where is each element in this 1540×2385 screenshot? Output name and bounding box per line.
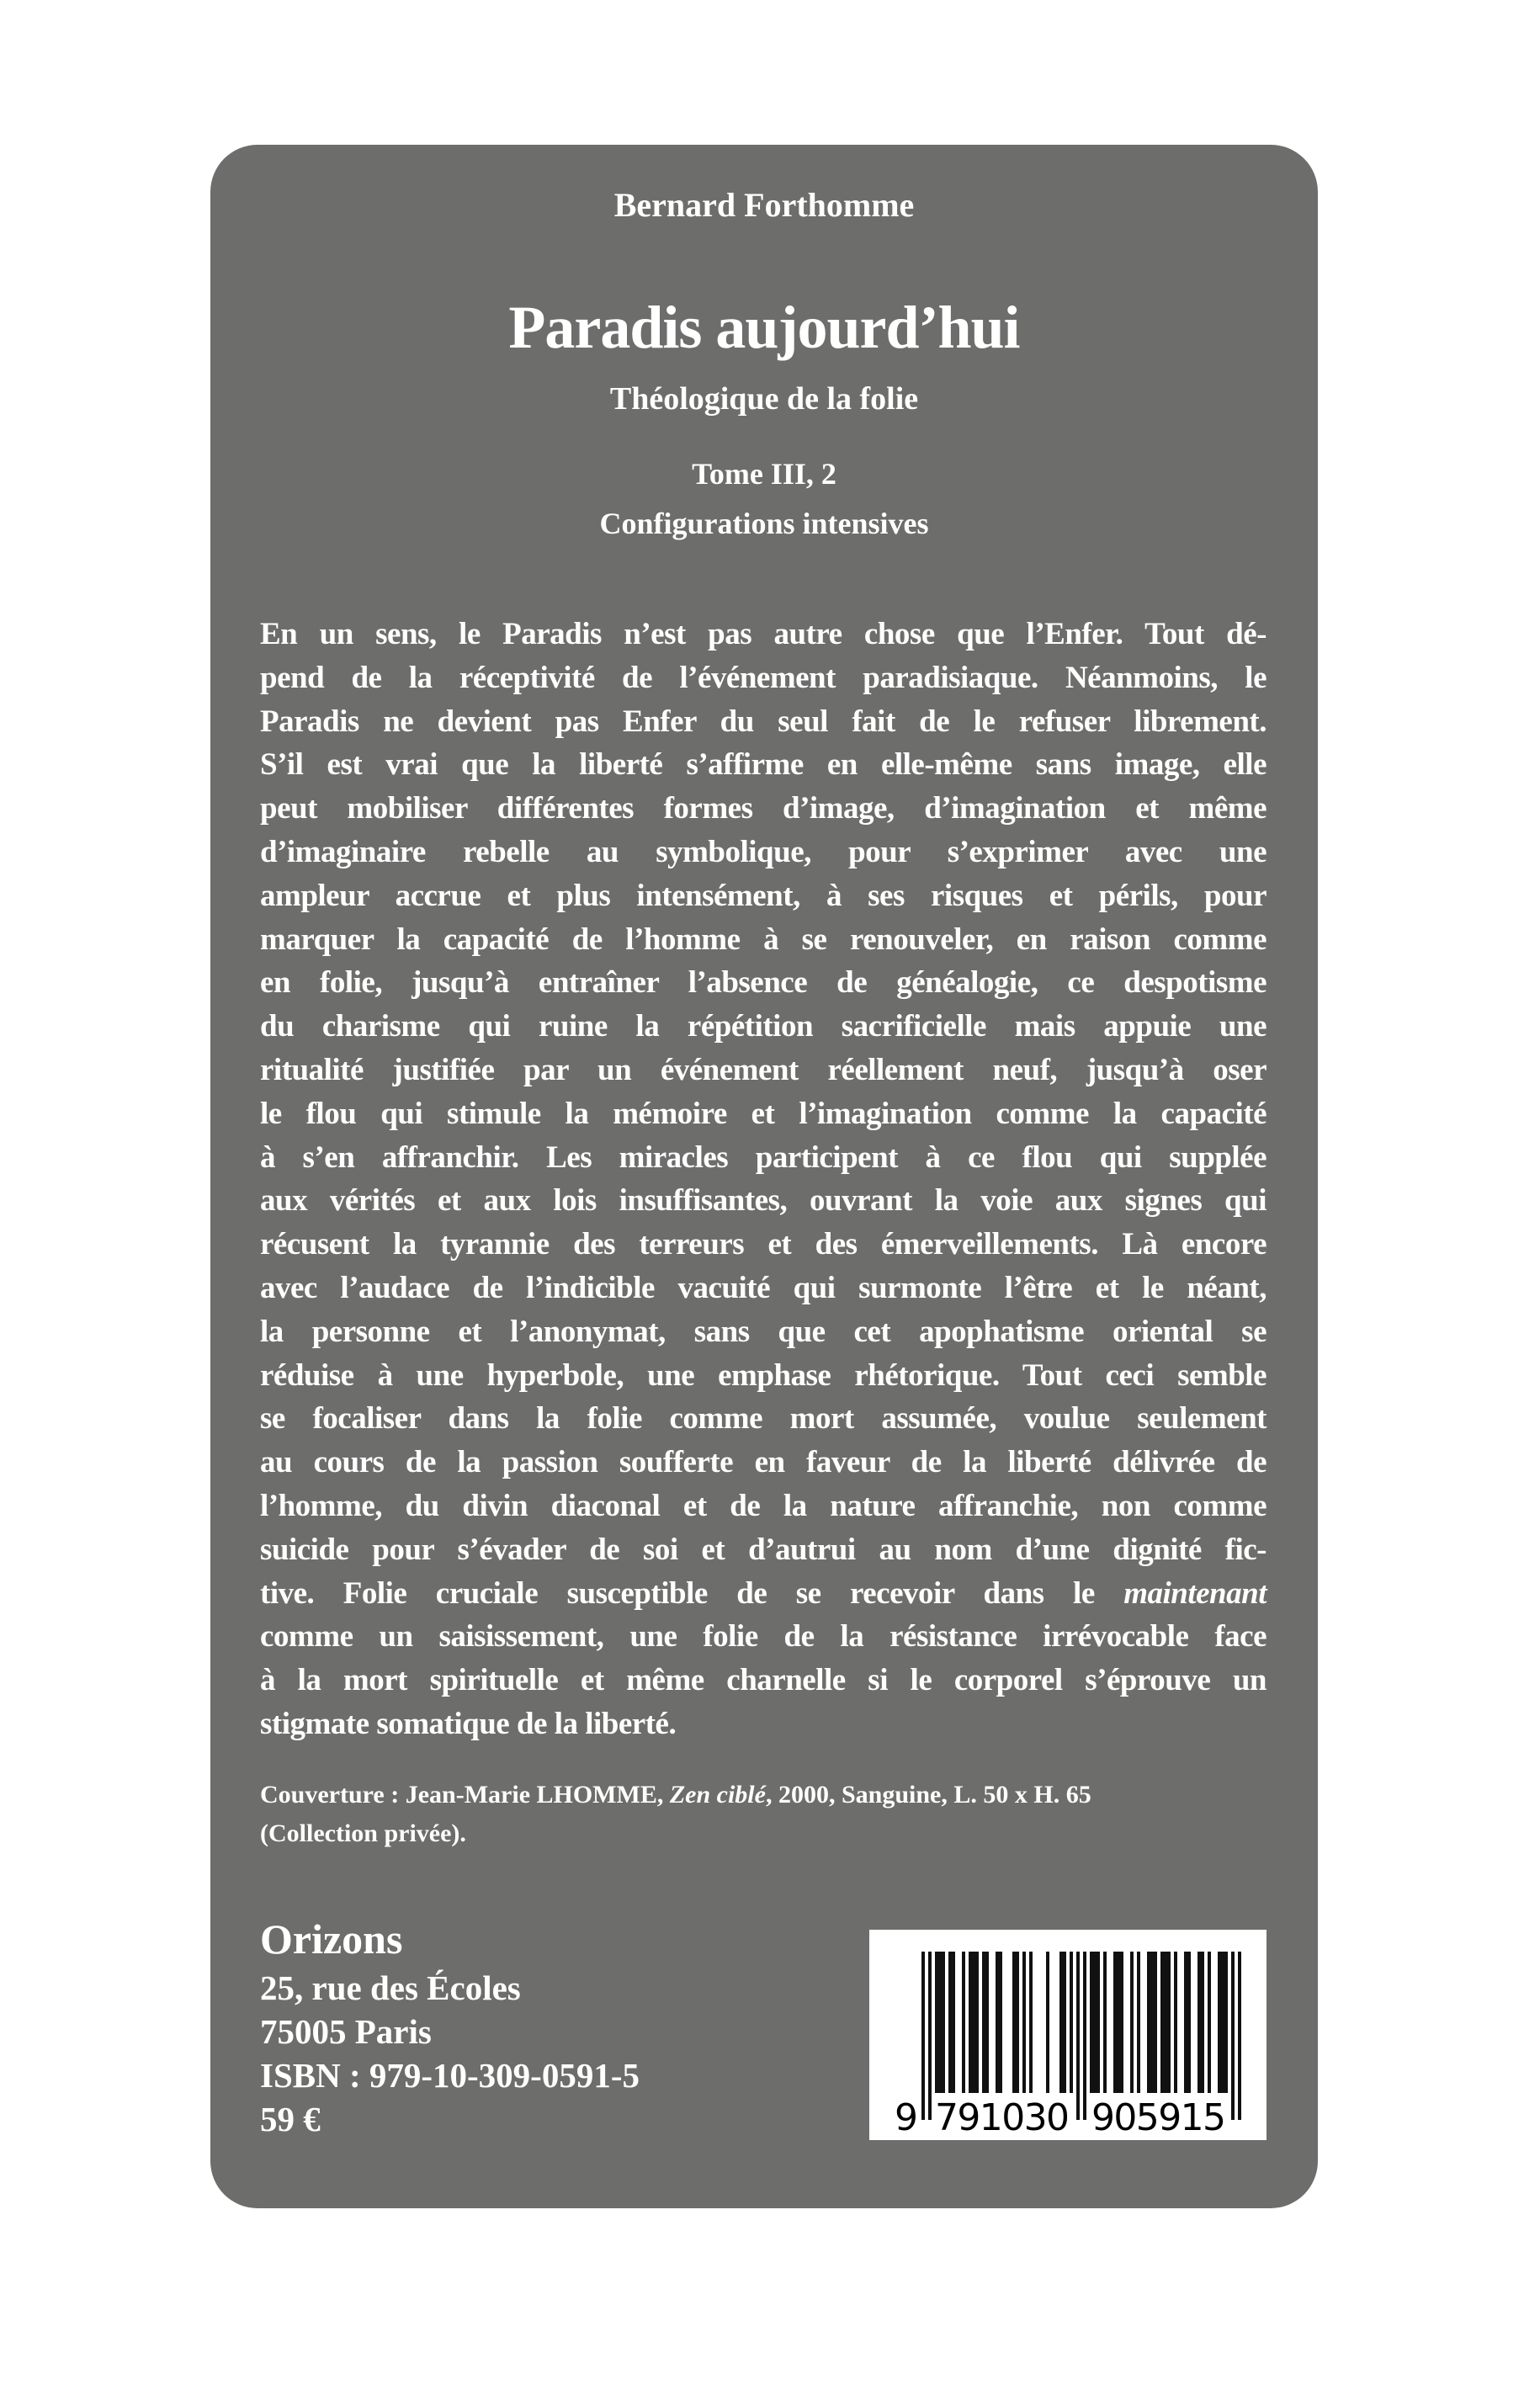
- blurb-line-text: l’homme, du divin diaconal et de la nature affranchie, non comme: [260, 1488, 1267, 1523]
- blurb-line-text: au cours de la passion soufferte en faveur de la liberté délivrée de: [260, 1445, 1267, 1480]
- blurb-line: [260, 1049, 1267, 1092]
- barcode-bar: [1238, 1952, 1241, 2120]
- barcode-bar: [1224, 1952, 1228, 2093]
- blurb-line: [260, 1223, 1267, 1267]
- barcode-bar: [996, 1952, 999, 2093]
- credit-work-title: Zen ciblé: [669, 1781, 766, 1809]
- blurb-line: [260, 1354, 1267, 1398]
- barcode-bar: [1076, 1952, 1080, 2120]
- blurb-line: [260, 743, 1267, 787]
- barcode-bar: [999, 1952, 1002, 2093]
- blurb-line: [260, 1485, 1267, 1528]
- barcode-bar: [952, 1952, 955, 2093]
- barcode-bar: [969, 1952, 972, 2093]
- blurb-line-text: réduise à une hyperbole, une emphase rhétorique. Tout ceci semble: [260, 1357, 1267, 1393]
- blurb-line-text: En un sens, le Paradis n’est pas autre chose que l’Enfer. Tout dé-: [260, 617, 1267, 651]
- blurb-line: [260, 1441, 1267, 1485]
- publisher-city: 75005 Paris: [260, 2012, 432, 2051]
- barcode-bar: [975, 1952, 979, 2093]
- book-subtitle: Théologique de la folie: [609, 381, 919, 417]
- blurb-line-text: avec l’audace de l’indicible vacuité qui surmonte l’être et le néant,: [260, 1270, 1267, 1305]
- blurb-line-text: la personne et l’anonymat, sans que cet apophatisme oriental se: [260, 1314, 1267, 1349]
- publisher-name: Orizons: [260, 1915, 403, 1963]
- barcode-bar: [1174, 1952, 1177, 2093]
- barcode-bar: [935, 1952, 938, 2093]
- blurb-line: [260, 1310, 1267, 1354]
- cover-credit: [260, 1776, 1091, 1853]
- barcode-bar: [1046, 1952, 1049, 2093]
- blurb-line-text: pend de la réceptivité de l’événement paradisiaque. Néanmoins, le: [260, 660, 1267, 695]
- barcode-bar: [928, 1952, 932, 2120]
- barcode-bar: [962, 1952, 965, 2093]
- barcode-left-digits: 791030: [935, 2096, 1070, 2139]
- blurb-line: [260, 1659, 1267, 1702]
- volume-title: Configurations intensives: [599, 507, 929, 540]
- blurb-line-text: en folie, jusqu’à entraîner l’absence de généalogie, ce despotisme: [260, 965, 1267, 1001]
- barcode-bar: [1120, 1952, 1123, 2093]
- blurb-line: [260, 1092, 1267, 1136]
- barcode-bar: [1208, 1952, 1211, 2093]
- barcode-bar: [1197, 1952, 1201, 2093]
- barcode-bar: [972, 1952, 975, 2093]
- barcode-bar: [1103, 1952, 1107, 2093]
- blurb-line-text: Paradis ne devient pas Enfer du seul fait de le refuser librement.: [260, 704, 1267, 739]
- credit-label: Couverture : Jean-Marie LHOMME,: [260, 1781, 670, 1809]
- blurb-line: [260, 700, 1267, 744]
- barcode-bar: [1029, 1952, 1033, 2093]
- barcode-bar: [1154, 1952, 1157, 2093]
- blurb-italic-word: maintenant: [1123, 1575, 1267, 1611]
- blurb-line-text: aux vérités et aux lois insuffisantes, ouvrant la voie aux signes qui: [260, 1183, 1267, 1219]
- barcode-bar: [1218, 1952, 1221, 2093]
- barcode-first-digit: 9: [895, 2096, 918, 2139]
- blurb-line: [260, 1136, 1267, 1180]
- barcode-bar: [1167, 1952, 1171, 2093]
- blurb-line: [260, 1397, 1267, 1441]
- book-title: Paradis aujourd’hui: [508, 294, 1020, 361]
- blurb-line: [260, 1615, 1267, 1659]
- blurb-line-text: peut mobiliser différentes formes d’image, d’imagination et même: [260, 791, 1267, 826]
- blurb-line: [260, 1528, 1267, 1572]
- barcode-bar: [1184, 1952, 1187, 2093]
- blurb-line: [260, 1572, 1267, 1616]
- isbn: ISBN : 979-10-309-0591-5: [260, 2056, 640, 2095]
- isbn-barcode: [869, 1930, 1267, 2140]
- barcode-bar: [1059, 1952, 1063, 2093]
- barcode-bar: [938, 1952, 942, 2093]
- blurb-line-text: le flou qui stimule la mémoire et l’imagination comme la capacité: [260, 1096, 1267, 1131]
- barcode-bar: [1093, 1952, 1097, 2093]
- barcode-bar: [1090, 1952, 1093, 2093]
- barcode-bar: [1130, 1952, 1134, 2093]
- blurb-line-text: suicide pour s’évader de soi et d’autrui au nom d’une dignité fic-: [260, 1532, 1267, 1567]
- barcode-bar: [1137, 1952, 1140, 2093]
- blurb-line: [260, 961, 1267, 1005]
- barcode-right-digits: 905915: [1091, 2096, 1226, 2139]
- blurb-line-text: stigmate somatique de la liberté.: [260, 1706, 677, 1741]
- blurb-line-text: à la mort spirituelle et même charnelle si le corporel s’éprouve un: [260, 1663, 1267, 1698]
- credit-collection: (Collection privée).: [260, 1819, 466, 1847]
- blurb-line-text: ampleur accrue et plus intensément, à ses risques et périls, pour: [260, 878, 1267, 913]
- blurb-line: [260, 656, 1267, 700]
- blurb-line: [260, 874, 1267, 918]
- barcode-bar: [1150, 1952, 1154, 2093]
- barcode-bar: [1012, 1952, 1016, 2093]
- blurb-line-text: ritualité justifiée par un événement réellement neuf, jusqu’à oser: [260, 1052, 1267, 1087]
- publisher-block: [260, 1912, 640, 2141]
- barcode-bar: [1160, 1952, 1164, 2093]
- blurb-line: [260, 831, 1267, 874]
- barcode-bar: [1022, 1952, 1026, 2093]
- blurb-line-text: du charisme qui ruine la répétition sacrificielle mais appuie une: [260, 1009, 1267, 1044]
- blurb-line-text: marquer la capacité de l’homme à se renouveler, en raison comme: [260, 922, 1267, 957]
- barcode-bar: [1147, 1952, 1150, 2093]
- barcode-bar: [948, 1952, 952, 2093]
- blurb-line-text: à s’en affranchir. Les miracles participent à ce flou qui supplée: [260, 1139, 1267, 1175]
- barcode-bar: [1083, 1952, 1086, 2120]
- barcode-bar: [1187, 1952, 1191, 2093]
- barcode-bar: [1016, 1952, 1019, 2093]
- blurb-line-text: d’imaginaire rebelle au symbolique, pour s’exprimer avec une: [260, 834, 1267, 869]
- barcode-bar: [921, 1952, 925, 2120]
- blurb-line-text: récusent la tyrannie des terreurs et des émerveillements. Là encore: [260, 1227, 1267, 1262]
- barcode-bar: [1113, 1952, 1117, 2093]
- blurb-line-text: tive. Folie cruciale susceptible de se recevoir dans le: [260, 1575, 1124, 1611]
- credit-details: , 2000, Sanguine, L. 50 x H. 65: [765, 1781, 1091, 1809]
- barcode-bar: [1063, 1952, 1066, 2093]
- barcode-bar: [1201, 1952, 1204, 2093]
- barcode-bar: [1097, 1952, 1100, 2093]
- blurb-line: [260, 1702, 1267, 1746]
- barcode-bar: [982, 1952, 985, 2093]
- blurb-text: [260, 613, 1267, 1746]
- barcode-bar: [985, 1952, 989, 2093]
- blurb-line: [260, 918, 1267, 962]
- blurb-line: [260, 1267, 1267, 1310]
- blurb-line-text: S’il est vrai que la liberté s’affirme en elle-même sans image, elle: [260, 747, 1267, 783]
- publisher-street: 25, rue des Écoles: [260, 1968, 521, 2007]
- author-name: Bernard Forthomme: [613, 186, 915, 224]
- barcode-bar: [1070, 1952, 1073, 2093]
- blurb-line-text: comme un saisissement, une folie de la résistance irrévocable face: [260, 1619, 1267, 1655]
- blurb-line: [260, 1179, 1267, 1223]
- volume-number: Tome III, 2: [692, 457, 836, 491]
- barcode-bar: [1231, 1952, 1235, 2120]
- barcode-bar: [942, 1952, 945, 2093]
- barcode-graphic: [869, 1930, 1267, 2140]
- barcode-bar: [1117, 1952, 1120, 2093]
- blurb-line: [260, 1005, 1267, 1049]
- blurb-line: [260, 787, 1267, 831]
- barcode-bar: [1164, 1952, 1167, 2093]
- price: 59 €: [260, 2100, 321, 2138]
- barcode-bar: [1221, 1952, 1224, 2093]
- blurb-line: [260, 613, 1267, 656]
- blurb-line-text: se focaliser dans la folie comme mort assumée, voulue seulement: [260, 1401, 1267, 1437]
